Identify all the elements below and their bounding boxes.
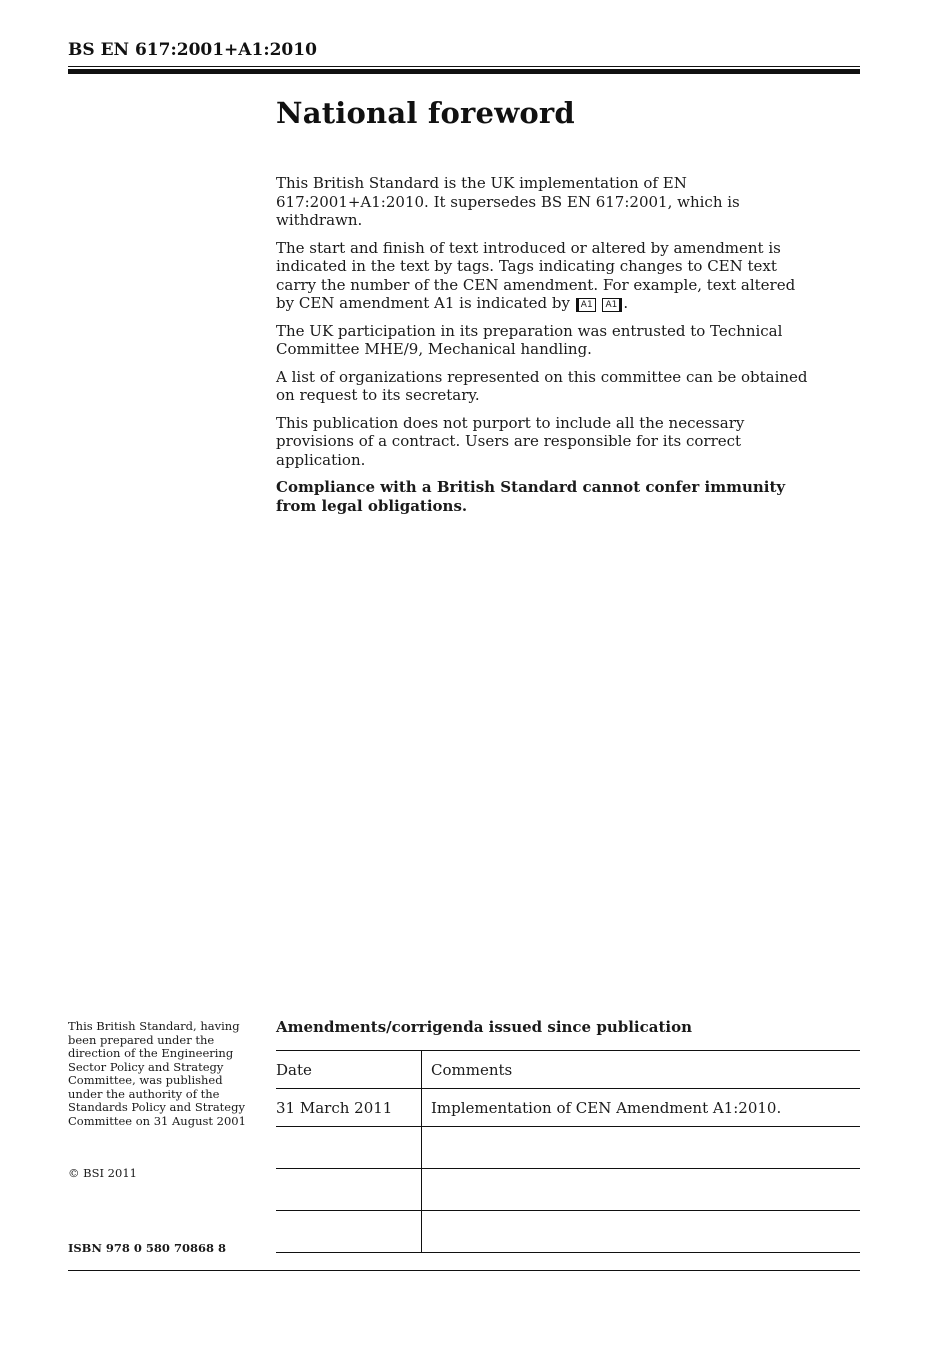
header-rule-thin [68,66,860,67]
publication-note: This British Standard, having been prepared under the direction of the Engineering Sector Policy and Strategy Committee, was published under the authority of the Standards Policy and Strategy Committee on 31 August 2001 [68,1019,246,1128]
amendment-date: 31 March 2011 [276,1089,422,1127]
tags-explanation-end: . [623,294,629,312]
standard-identifier: BS EN 617:2001+A1:2010 [68,40,317,60]
foreword-paragraph-committee: The UK participation in its preparation was entrusted to Technical Committee MHE/9, Mechanical handling. [276,321,783,358]
table-row-empty [276,1211,860,1253]
tags-explanation-text: The start and finish of text introduced or altered by amendment is indicated in the text by tags. Tags indicating changes to CEN text carry the number of the CEN amendment. For example, text altered by CEN amendment A1 is indicated by [276,238,796,312]
copyright-notice: © BSI 2011 [68,1166,137,1180]
amendments-table [276,1050,860,1253]
foreword-paragraph-tags [276,239,816,313]
foreword-body [276,96,816,524]
foreword-paragraph-organizations: A list of organizations represented on this committee can be obtained on request to its secretary. [276,367,808,404]
amendments-title: Amendments/corrigenda issued since publication [276,1018,692,1036]
isbn: ISBN 978 0 580 70868 8 [68,1241,226,1255]
amendment-start-tag-icon: A1 [576,298,596,312]
amendment-comment: Implementation of CEN Amendment A1:2010. [422,1089,861,1127]
footer-rule [68,1270,860,1271]
table-row-empty [276,1169,860,1211]
foreword-paragraph-implementation: This British Standard is the UK implementation of EN 617:2001+A1:2010. It supersedes BS EN 617:2001, which is withdrawn. [276,174,740,229]
foreword-paragraph-compliance: Compliance with a British Standard cannot confer immunity from legal obligations. [276,478,786,515]
table-row [276,1089,860,1127]
table-row-empty [276,1127,860,1169]
foreword-paragraph-contract: This publication does not purport to include all the necessary provisions of a contract. Users are responsible for its correct application. [276,413,745,469]
date-column-header: Date [276,1051,422,1089]
amendment-end-tag-icon: A1 [602,298,622,312]
header-rule-thick [68,69,860,74]
page-title: National foreword [276,96,575,130]
comments-column-header: Comments [422,1051,861,1089]
amendments-header-row [276,1051,860,1089]
